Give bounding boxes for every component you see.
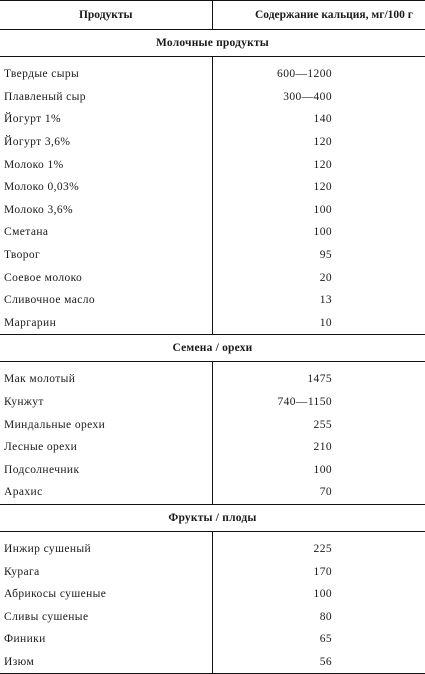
calcium-value: 140 bbox=[313, 113, 332, 126]
product-name: Йогурт 1% bbox=[0, 108, 212, 131]
section-header-row bbox=[0, 30, 425, 57]
table-row bbox=[0, 413, 425, 436]
table-row bbox=[0, 459, 425, 482]
calcium-value: 13 bbox=[319, 294, 332, 307]
section-header-row bbox=[0, 335, 425, 362]
product-name: Сметана bbox=[0, 221, 212, 244]
calcium-value: 56 bbox=[212, 651, 425, 674]
calcium-value: 100 bbox=[313, 463, 332, 476]
calcium-value: 255 bbox=[313, 418, 332, 431]
product-name: Соевое молоко bbox=[0, 266, 212, 289]
table-row bbox=[0, 605, 425, 628]
calcium-value: 100 bbox=[313, 203, 332, 216]
calcium-value: 10 bbox=[319, 316, 332, 329]
header-products: Продукты bbox=[0, 1, 212, 30]
calcium-value: 100 bbox=[313, 226, 332, 239]
product-name: Изюм bbox=[0, 651, 212, 674]
product-name: Молоко 0,03% bbox=[0, 176, 212, 199]
product-name: Подсолнечник bbox=[0, 459, 212, 482]
product-name: Кунжут bbox=[0, 391, 212, 414]
table-row bbox=[0, 266, 425, 289]
product-name: Творог bbox=[0, 244, 212, 267]
table-row bbox=[0, 628, 425, 651]
header-calcium-content: Содержание кальция, мг/100 г bbox=[212, 1, 425, 30]
table-row bbox=[0, 481, 425, 504]
calcium-value: 120 bbox=[313, 158, 332, 171]
table-row bbox=[0, 368, 425, 391]
product-name: Курага bbox=[0, 560, 212, 583]
product-name: Сливочное масло bbox=[0, 289, 212, 312]
table-row bbox=[0, 131, 425, 154]
table-row bbox=[0, 108, 425, 131]
section-title: Молочные продукты bbox=[0, 30, 425, 57]
table-row bbox=[0, 651, 425, 674]
calcium-value: 225 bbox=[313, 542, 332, 555]
section-title: Семена / орехи bbox=[0, 335, 425, 362]
table-row bbox=[0, 538, 425, 561]
product-name: Финики bbox=[0, 628, 212, 651]
table-row bbox=[0, 221, 425, 244]
table-row bbox=[0, 560, 425, 583]
product-name: Абрикосы сушеные bbox=[0, 583, 212, 606]
table-header-row bbox=[0, 1, 425, 30]
calcium-value: 1475 bbox=[307, 373, 332, 386]
product-name: Арахис bbox=[0, 481, 212, 504]
calcium-value: 210 bbox=[313, 441, 332, 454]
table-row bbox=[0, 583, 425, 606]
product-name: Миндальные орехи bbox=[0, 413, 212, 436]
table-row bbox=[0, 391, 425, 414]
product-name: Лесные орехи bbox=[0, 436, 212, 459]
table-row bbox=[0, 436, 425, 459]
calcium-value: 80 bbox=[319, 610, 332, 623]
table-row bbox=[0, 289, 425, 312]
table-row bbox=[0, 153, 425, 176]
calcium-value: 170 bbox=[313, 565, 332, 578]
calcium-value: 740—1150 bbox=[277, 396, 332, 409]
product-name: Йогурт 3,6% bbox=[0, 131, 212, 154]
product-name: Твердые сыры bbox=[0, 63, 212, 86]
section-title: Фрукты / плоды bbox=[0, 504, 425, 531]
table-row bbox=[0, 244, 425, 267]
calcium-value: 70 bbox=[319, 486, 332, 499]
product-name: Мак молотый bbox=[0, 368, 212, 391]
table-row bbox=[0, 86, 425, 109]
product-name: Молоко 1% bbox=[0, 153, 212, 176]
calcium-value: 120 bbox=[313, 136, 332, 149]
table-row bbox=[0, 63, 425, 86]
calcium-value: 120 bbox=[313, 181, 332, 194]
calcium-value: 300—400 bbox=[283, 90, 332, 103]
table-body bbox=[0, 30, 425, 674]
calcium-value: 20 bbox=[319, 271, 332, 284]
calcium-value: 600—1200 bbox=[277, 68, 332, 81]
table-row bbox=[0, 312, 425, 335]
product-name: Инжир сушеный bbox=[0, 538, 212, 561]
product-name: Маргарин bbox=[0, 312, 212, 335]
section-header-row bbox=[0, 504, 425, 531]
calcium-value: 100 bbox=[313, 588, 332, 601]
calcium-value: 65 bbox=[319, 633, 332, 646]
product-name: Молоко 3,6% bbox=[0, 199, 212, 222]
table-row bbox=[0, 199, 425, 222]
product-name: Плавленый сыр bbox=[0, 86, 212, 109]
table-row bbox=[0, 176, 425, 199]
product-name: Сливы сушеные bbox=[0, 605, 212, 628]
calcium-value: 95 bbox=[319, 249, 332, 262]
